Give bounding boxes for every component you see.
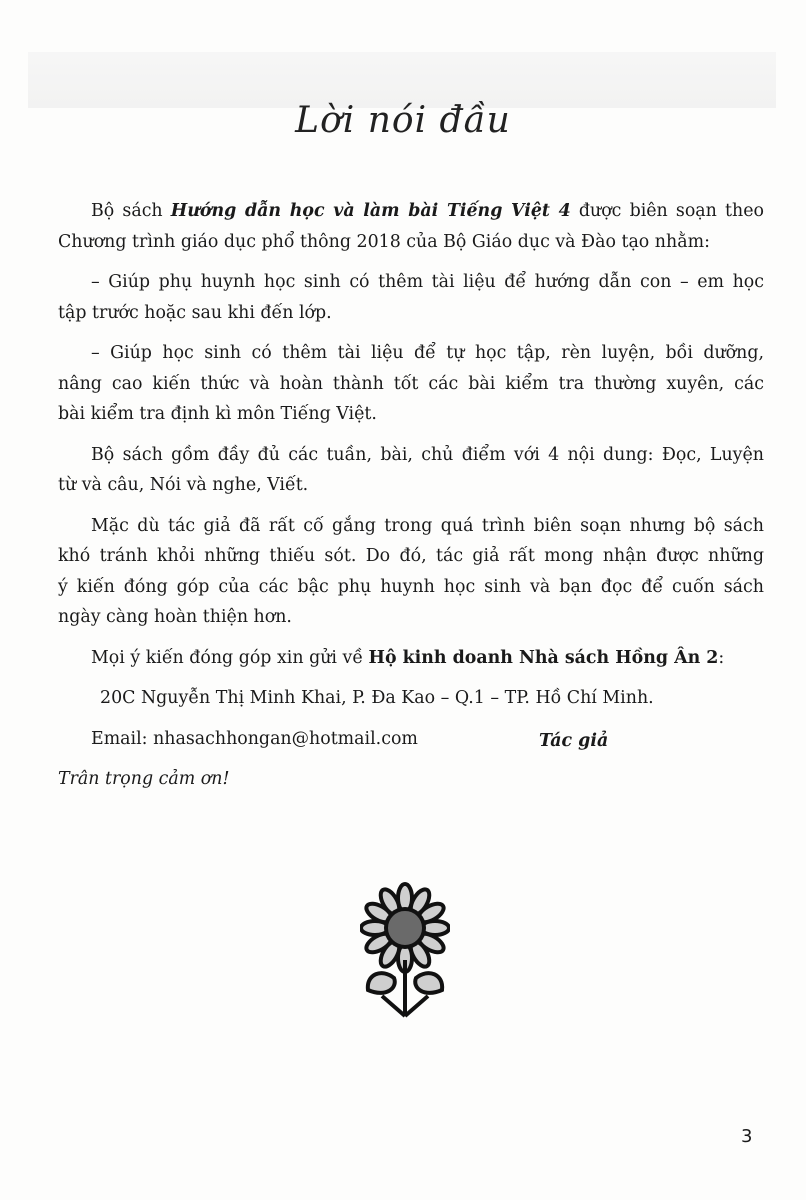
paragraph-3-line-2: nâng cao kiến thức và hoàn thành tốt các bài kiểm tra thường xuyên, các xyxy=(58,373,764,394)
paragraph-5-line-1: Mặc dù tác giả đã rất cố gắng trong quá trình biên soạn nhưng bộ sách xyxy=(91,515,764,536)
text: Mọi ý kiến đóng góp xin gửi về xyxy=(91,647,369,668)
book-title: Hướng dẫn học và làm bài Tiếng Việt 4 xyxy=(170,201,571,221)
text: : xyxy=(718,647,725,668)
paragraph-1-line-1 xyxy=(58,196,764,227)
paragraph-3-line-1: – Giúp học sinh có thêm tài liệu để tự học tập, rèn luyện, bồi dưỡng, xyxy=(91,343,764,363)
paragraph-5-line-2: khó tránh khỏi những thiếu sót. Do đó, tác giả rất mong nhận được những xyxy=(58,546,764,566)
paragraph-2-line-2: tập trước hoặc sau khi đến lớp. xyxy=(58,302,332,323)
email: Email: nhasachhongan@hotmail.com xyxy=(91,728,418,749)
paragraph-4-line-1: Bộ sách gồm đầy đủ các tuần, bài, chủ điểm với 4 nội dung: Đọc, Luyện xyxy=(91,444,764,465)
preface-body xyxy=(58,196,764,795)
address: 20C Nguyễn Thị Minh Khai, P. Đa Kao – Q.1 – TP. Hồ Chí Minh. xyxy=(100,688,654,708)
publisher-name: Hộ kinh doanh Nhà sách Hồng Ân 2 xyxy=(368,647,719,668)
closing: Trân trọng cảm ơn! xyxy=(58,769,230,789)
paragraph-4-line-2: từ và câu, Nói và nghe, Viết. xyxy=(58,475,309,495)
page-title: Lời nói đầu xyxy=(295,100,511,141)
text: được biên soạn theo xyxy=(570,201,764,221)
page-number: 3 xyxy=(741,1126,753,1147)
paragraph-3-line-3: bài kiểm tra định kì môn Tiếng Việt. xyxy=(58,404,377,424)
paragraph-2-line-1: – Giúp phụ huynh học sinh có thêm tài liệu để hướng dẫn con – em học xyxy=(91,272,764,292)
paragraph-1-line-2: Chương trình giáo dục phổ thông 2018 của Bộ Giáo dục và Đào tạo nhằm: xyxy=(58,231,710,252)
paragraph-5-line-3: ý kiến đóng góp của các bậc phụ huynh học sinh và bạn đọc để cuốn sách xyxy=(58,576,764,597)
contact-line xyxy=(58,643,764,674)
signature: Tác giả xyxy=(539,731,609,751)
paragraph-5-line-4: ngày càng hoàn thiện hơn. xyxy=(58,607,292,627)
text: Bộ sách xyxy=(91,201,171,221)
sunflower-icon xyxy=(360,880,450,1024)
